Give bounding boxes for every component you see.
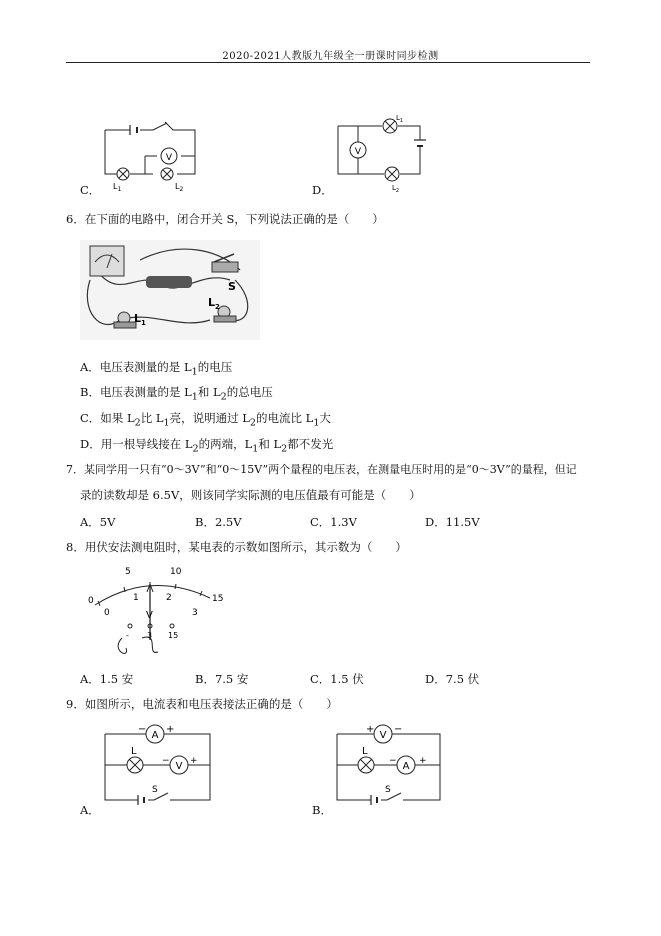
lamp-label-l1: $L_1$ — [134, 312, 146, 327]
plus-sign: + — [190, 756, 198, 766]
circuit-diagram-d — [330, 112, 440, 192]
minus-sign: − — [394, 724, 403, 735]
terminal-3: 3 — [147, 631, 153, 640]
terminal-15: 15 — [168, 631, 179, 640]
q7-option-c: C．1.3V — [310, 515, 357, 529]
q9-option-b-label: B． — [312, 803, 332, 817]
unit-label: V — [146, 610, 153, 621]
lamp-label-l2: $L_2$ — [208, 296, 220, 311]
switch-label: S — [228, 280, 236, 293]
question-9-stem: 9．如图所示，电流表和电压表接法正确的是（ ） — [66, 697, 338, 711]
q6-option-a: A．电压表测量的是 $L_1$的电压 — [80, 360, 233, 378]
q7-option-d: D．11.5V — [425, 515, 480, 529]
inner-tick-3: 3 — [192, 608, 198, 618]
q8-option-b: B．7.5 安 — [195, 672, 249, 686]
switch-photo — [212, 262, 238, 272]
outer-tick-0: 0 — [88, 596, 94, 606]
q6-option-c: C．如果 $L_2$比 $L_1$亮，说明通过 $L_2$的电流比 $L_1$大 — [80, 411, 331, 429]
outer-tick-15: 15 — [212, 594, 224, 604]
header-rule — [66, 62, 590, 63]
q8-option-d: D．7.5 伏 — [425, 672, 480, 686]
voltmeter-label: V — [379, 730, 387, 741]
switch-label: S — [152, 785, 158, 795]
circuit-diagram-b — [335, 720, 450, 805]
voltmeter-dial — [80, 560, 230, 670]
lamp-label-l1: $L_1$ — [396, 114, 404, 124]
minus-sign: − — [138, 724, 147, 735]
circuit-photo — [80, 240, 260, 340]
circuit-diagram-c — [95, 118, 205, 193]
plus-sign: + — [366, 724, 375, 735]
terminal-minus: - — [126, 631, 129, 640]
q6-option-b: B．电压表测量的是 $L_1$和 $L_2$的总电压 — [80, 385, 273, 403]
voltmeter-photo — [90, 246, 124, 276]
outer-tick-5: 5 — [125, 567, 131, 577]
battery-photo — [146, 276, 192, 288]
outer-tick-10: 10 — [170, 567, 182, 577]
lamp-label: L — [131, 746, 137, 757]
circuit-diagram-a — [100, 720, 215, 805]
question-7-line1: 7．某同学用一只有“0～3V”和“0～15V”两个量程的电压表，在测量电压时用的是“0～3V”的量程，但记 — [66, 463, 577, 476]
question-7-line2: 录的读数却是 6.5V，则该同学实际测的电压值最有可能是（ ） — [80, 488, 421, 502]
plus-sign: + — [419, 756, 427, 766]
voltmeter-label: V — [354, 147, 362, 157]
q9-option-a-label: A． — [80, 803, 100, 817]
q6-option-d: D．用一根导线接在 $L_2$的两端，$L_1$和 $L_2$都不发光 — [80, 437, 334, 455]
lamp-label: L — [362, 746, 368, 757]
lamp-label-l1: $L_1$ — [113, 182, 122, 193]
lamp-label-l2: $L_2$ — [392, 184, 400, 194]
q8-option-a: A．1.5 安 — [80, 672, 134, 686]
q7-option-a: A．5V — [80, 515, 116, 529]
q8-option-c: C．1.5 伏 — [310, 672, 364, 686]
inner-tick-1: 1 — [133, 593, 139, 603]
voltmeter-label: V — [165, 153, 173, 163]
voltmeter-label: V — [175, 761, 183, 772]
lamp-label-l2: $L_2$ — [175, 182, 184, 193]
ammeter-label: A — [402, 761, 410, 772]
option-d-label: D． — [312, 183, 333, 197]
ammeter-label: A — [151, 730, 159, 741]
question-6-stem: 6．在下面的电路中，闭合开关 S，下列说法正确的是（ ） — [66, 212, 384, 226]
inner-tick-2: 2 — [166, 593, 172, 603]
minus-sign: − — [389, 756, 397, 766]
switch-label: S — [385, 785, 391, 795]
question-8-stem: 8．用伏安法测电阻时，某电表的示数如图所示，其示数为（ ） — [66, 540, 407, 554]
option-c-label: C． — [80, 183, 101, 197]
minus-sign: − — [162, 756, 170, 766]
page-header: 2020-2021人教版九年级全一册课时同步检测 — [222, 51, 439, 62]
inner-tick-0: 0 — [104, 608, 110, 618]
plus-sign: + — [166, 724, 175, 735]
q7-option-b: B．2.5V — [195, 515, 242, 529]
